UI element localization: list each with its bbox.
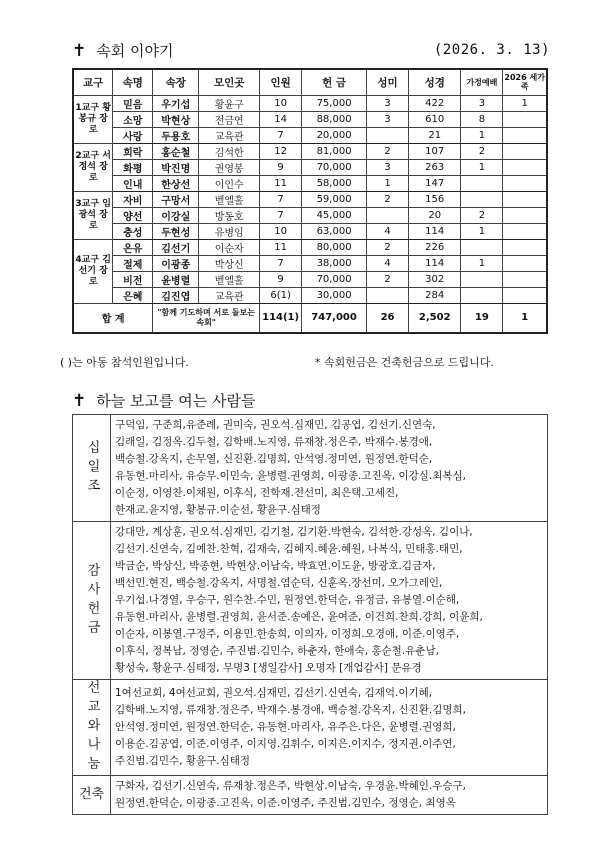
col-group-header: 속명 — [113, 69, 153, 95]
donor-row — [73, 776, 548, 815]
donor-line: 구화자, 김선기.신연숙, 류재창.정은주, 박현상.이남숙, 우경윤.박혜인.우승구, — [115, 780, 467, 792]
col-bible-cell: 114 — [409, 255, 461, 271]
donor-line: 김래일, 김정옥.김두철, 김학배.노지영, 류재창.정은주, 박재수.봉경애, — [115, 436, 433, 448]
donor-line: 한재교.윤지영, 황봉규.이순선, 황윤구.심태정 — [115, 504, 321, 516]
table-row — [73, 175, 547, 191]
offering-note: * 속회헌금은 건축헌금으로 드립니다. — [315, 356, 494, 369]
child-count-note: ( )는 아동 참석인원입니다. — [60, 356, 189, 369]
table-row — [73, 159, 547, 175]
col-place-cell: 권영봉 — [199, 159, 260, 175]
col-new-family-cell — [503, 239, 547, 255]
col-new-family-cell — [503, 271, 547, 287]
donor-line: 황성숙, 황윤구.심태정, 무명3 [생일감사] 오명자 [개업감사] 문유경 — [115, 662, 422, 674]
total-row — [73, 303, 547, 333]
col-rice-cell: 3 — [367, 159, 409, 175]
col-leader-cell: 윤병렬 — [153, 271, 199, 287]
col-place-cell: 교육관 — [199, 287, 260, 303]
donor-row — [73, 415, 548, 522]
donor-line: 원정연.한덕순, 이광종.고진옥, 이준.이영주, 주진범.김민수, 정영순, 최영옥 — [115, 797, 456, 809]
col-offering-cell: 75,000 — [302, 95, 367, 111]
total-worship: 19 — [461, 303, 503, 333]
col-offering-cell: 58,000 — [302, 175, 367, 191]
col-place-cell: 전금연 — [199, 111, 260, 127]
col-worship-cell — [461, 287, 503, 303]
col-worship-header: 가정예배 — [461, 69, 503, 95]
col-group-cell: 자비 — [113, 191, 153, 207]
col-place-cell: 벧엘홀 — [199, 191, 260, 207]
meeting-report-table — [72, 68, 548, 334]
col-offering-cell: 30,000 — [302, 287, 367, 303]
col-people-cell: 11 — [260, 239, 302, 255]
col-leader-cell: 구망서 — [153, 191, 199, 207]
donor-names — [111, 522, 548, 680]
donor-line: 백선민.현진, 백승철.강옥지, 서명철.염순덕, 신훈옥.장선미, 오가그레인, — [115, 577, 443, 589]
col-group-cell: 화평 — [113, 159, 153, 175]
table-row — [73, 143, 547, 159]
section-title-text: 속회 이야기 — [96, 42, 174, 60]
col-people-cell: 10 — [260, 95, 302, 111]
col-leader-cell: 홍순철 — [153, 143, 199, 159]
col-bible-cell: 20 — [409, 207, 461, 223]
col-offering-cell: 70,000 — [302, 271, 367, 287]
col-place-cell: 벧엘홀 — [199, 271, 260, 287]
table-row — [73, 191, 547, 207]
col-rice-cell: 4 — [367, 223, 409, 239]
col-people-cell: 6(1) — [260, 287, 302, 303]
table-row — [73, 239, 547, 255]
cross-icon: ✝ — [72, 390, 87, 411]
donor-line: 강대만, 계상훈, 권오석.심재민, 김기철, 김기환.박현숙, 김석한.강성옥, 김이나, — [115, 526, 473, 538]
col-offering-cell: 81,000 — [302, 143, 367, 159]
col-leader-cell: 이광종 — [153, 255, 199, 271]
col-place-cell: 방동호 — [199, 207, 260, 223]
col-new-family-cell — [503, 175, 547, 191]
col-group-cell: 믿음 — [113, 95, 153, 111]
donor-line: 유동현.마리사, 윤병렬.권영희, 윤서준.송예은, 윤여준, 이건희.찬희.강희, 이윤희, — [115, 611, 483, 623]
col-place-cell: 이인수 — [199, 175, 260, 191]
table-row — [73, 95, 547, 111]
col-people-cell: 9 — [260, 159, 302, 175]
col-place-cell: 박상신 — [199, 255, 260, 271]
col-offering-cell: 80,000 — [302, 239, 367, 255]
donor-line: 이용순.김공엽, 이준.이영주, 이지영.김휘수, 이지은.이지수, 정지권.이주연, — [115, 738, 456, 750]
total-offering: 747,000 — [302, 303, 367, 333]
col-rice-cell: 2 — [367, 271, 409, 287]
donor-line: 구덕임, 구준희,유준례, 권미숙, 권오석.심재민, 김공엽, 김선기.신연숙, — [115, 419, 436, 431]
donor-row — [73, 680, 548, 776]
col-place-cell: 이순자 — [199, 239, 260, 255]
col-group-cell: 소망 — [113, 111, 153, 127]
donor-category: 건축 — [73, 776, 111, 815]
col-worship-cell — [461, 191, 503, 207]
col-offering-cell: 45,000 — [302, 207, 367, 223]
col-rice-cell: 3 — [367, 95, 409, 111]
col-offering-header: 헌 금 — [302, 69, 367, 95]
col-new-family-cell — [503, 287, 547, 303]
col-worship-cell: 1 — [461, 223, 503, 239]
donor-line: 주진범.김민수, 황윤구.심태정 — [115, 755, 251, 767]
col-leader-cell: 김진엽 — [153, 287, 199, 303]
section-title-meetings — [72, 40, 173, 61]
col-leader-cell: 한상선 — [153, 175, 199, 191]
donor-line: 안석영.정미연, 원정연.한덕순, 유동현.마리사, 유주은.다은, 윤병렬.권영희, — [115, 721, 456, 733]
donor-line: 김선기.신연숙, 김예찬.찬혁, 김재숙, 김혜지.혜윤.혜원, 나복식, 민태홍.태민, — [115, 543, 463, 555]
col-worship-cell: 1 — [461, 159, 503, 175]
district-cell: 2교구 서정석 장로 — [73, 143, 113, 191]
col-new-family-cell: 1 — [503, 95, 547, 111]
table-row — [73, 111, 547, 127]
col-district-header: 교구 — [73, 69, 113, 95]
col-rice-cell: 2 — [367, 239, 409, 255]
col-leader-cell: 두용호 — [153, 127, 199, 143]
col-rice-cell: 1 — [367, 175, 409, 191]
col-leader-cell: 우기섭 — [153, 95, 199, 111]
donor-line: 유동현.마리사, 유승무.이민숙, 윤병렬.권영희, 이광종.고진옥, 이강실.최복심, — [115, 470, 467, 482]
col-new-family-cell — [503, 207, 547, 223]
col-bible-cell: 226 — [409, 239, 461, 255]
col-bible-cell: 302 — [409, 271, 461, 287]
col-new-family-cell — [503, 111, 547, 127]
table-row — [73, 255, 547, 271]
total-people: 114(1) — [260, 303, 302, 333]
col-bible-cell: 21 — [409, 127, 461, 143]
col-worship-cell: 1 — [461, 127, 503, 143]
col-group-cell: 사랑 — [113, 127, 153, 143]
col-worship-cell: 3 — [461, 95, 503, 111]
col-offering-cell: 59,000 — [302, 191, 367, 207]
col-place-cell: 김석한 — [199, 143, 260, 159]
col-people-cell: 12 — [260, 143, 302, 159]
col-leader-cell: 두현성 — [153, 223, 199, 239]
donor-line: 백승철.강옥지, 손무열, 신진환.김명희, 안석영.정미연, 원정연.한덕순, — [115, 453, 433, 465]
col-rice-cell: 4 — [367, 255, 409, 271]
total-rice: 26 — [367, 303, 409, 333]
col-group-cell: 충성 — [113, 223, 153, 239]
section-title-text: 하늘 보고를 여는 사람들 — [96, 392, 256, 410]
donor-row — [73, 522, 548, 680]
col-leader-header: 속장 — [153, 69, 199, 95]
donor-names — [111, 776, 548, 815]
col-worship-cell: 2 — [461, 143, 503, 159]
col-people-cell: 7 — [260, 255, 302, 271]
col-place-header: 모인곳 — [199, 69, 260, 95]
bulletin-date: (2026. 3. 13) — [433, 42, 550, 58]
col-group-cell: 희락 — [113, 143, 153, 159]
col-rice-cell: 2 — [367, 191, 409, 207]
table-header-row — [73, 69, 547, 95]
col-place-cell: 황윤구 — [199, 95, 260, 111]
total-label: 합 계 — [73, 303, 153, 333]
cross-icon: ✝ — [72, 40, 87, 61]
col-worship-cell — [461, 239, 503, 255]
donor-line: 우기섭.나경열, 우승구, 원수찬.수민, 원정연.한덕순, 유정금, 유봉열.이순해, — [115, 594, 460, 606]
donor-line: 이순자, 이봉열.구정주, 이용민.한송희, 이의자, 이정희.오경애, 이준.이영주, — [115, 628, 460, 640]
donor-names — [111, 415, 548, 522]
col-bible-cell: 284 — [409, 287, 461, 303]
district-cell: 3교구 임광석 장로 — [73, 191, 113, 239]
col-offering-cell: 88,000 — [302, 111, 367, 127]
col-people-cell: 10 — [260, 223, 302, 239]
col-leader-cell: 김선기 — [153, 239, 199, 255]
col-bible-cell: 156 — [409, 191, 461, 207]
donor-category: 선교와나눔 — [73, 680, 111, 776]
col-group-cell: 양선 — [113, 207, 153, 223]
donor-line: 김학배.노지영, 류재창.정은주, 박재수.봉경애, 백승철.강옥지, 신진환.김명희, — [115, 704, 467, 716]
col-bible-cell: 114 — [409, 223, 461, 239]
donor-names — [111, 680, 548, 776]
col-offering-cell: 38,000 — [302, 255, 367, 271]
col-new-family-cell — [503, 143, 547, 159]
donor-table — [72, 414, 548, 815]
col-worship-cell — [461, 271, 503, 287]
district-cell: 4교구 김선기 장로 — [73, 239, 113, 303]
table-row — [73, 271, 547, 287]
col-worship-cell: 1 — [461, 255, 503, 271]
col-offering-cell: 70,000 — [302, 159, 367, 175]
col-leader-cell: 박진명 — [153, 159, 199, 175]
col-people-cell: 7 — [260, 127, 302, 143]
table-row — [73, 223, 547, 239]
col-worship-cell — [461, 175, 503, 191]
donor-line: 박금순, 박상신, 박종현, 박현상.이남숙, 박효연.이도윤, 방광호.김금자, — [115, 560, 436, 572]
col-rice-cell: 2 — [367, 143, 409, 159]
col-new-family-cell — [503, 223, 547, 239]
col-people-cell: 7 — [260, 191, 302, 207]
col-people-cell: 7 — [260, 207, 302, 223]
col-bible-cell: 263 — [409, 159, 461, 175]
table-row — [73, 287, 547, 303]
col-people-header: 인원 — [260, 69, 302, 95]
col-bible-cell: 610 — [409, 111, 461, 127]
col-group-cell: 온유 — [113, 239, 153, 255]
section-title-donors — [72, 390, 255, 411]
col-new-family-cell — [503, 255, 547, 271]
total-new-family: 1 — [503, 303, 547, 333]
col-new-family-header: 2026 세가족 — [503, 69, 547, 95]
table-row — [73, 207, 547, 223]
col-worship-cell: 8 — [461, 111, 503, 127]
col-people-cell: 9 — [260, 271, 302, 287]
total-bible: 2,502 — [409, 303, 461, 333]
col-bible-cell: 422 — [409, 95, 461, 111]
col-rice-cell — [367, 207, 409, 223]
col-bible-cell: 147 — [409, 175, 461, 191]
col-rice-header: 성미 — [367, 69, 409, 95]
donor-line: 이후식, 정복남, 정영순, 주진범.김민수, 하춘자, 한애숙, 홍순철.유춘남, — [115, 645, 439, 657]
donor-category: 감사헌금 — [73, 522, 111, 680]
district-cell: 1교구 황봉규 장로 — [73, 95, 113, 143]
col-people-cell: 14 — [260, 111, 302, 127]
col-rice-cell: 3 — [367, 111, 409, 127]
col-group-cell: 은혜 — [113, 287, 153, 303]
col-place-cell: 교육관 — [199, 127, 260, 143]
donor-line: 이순정, 이영찬.이채원, 이후식, 전학재.전선미, 최은택.고세진, — [115, 487, 399, 499]
col-offering-cell: 20,000 — [302, 127, 367, 143]
col-rice-cell — [367, 287, 409, 303]
donor-category: 십일조 — [73, 415, 111, 522]
col-people-cell: 11 — [260, 175, 302, 191]
total-motto: "함께 기도하며 서로 돌보는 속회" — [153, 303, 260, 333]
col-rice-cell — [367, 127, 409, 143]
col-offering-cell: 63,000 — [302, 223, 367, 239]
col-group-cell: 비전 — [113, 271, 153, 287]
col-new-family-cell — [503, 191, 547, 207]
col-leader-cell: 박현상 — [153, 111, 199, 127]
col-group-cell: 절제 — [113, 255, 153, 271]
col-group-cell: 인내 — [113, 175, 153, 191]
donor-line: 1여선교회, 4여선교회, 권오석.심재민, 김선기.신연숙, 김재억.이기혜, — [115, 687, 433, 699]
col-leader-cell: 이강실 — [153, 207, 199, 223]
col-bible-header: 성경 — [409, 69, 461, 95]
col-worship-cell: 2 — [461, 207, 503, 223]
col-place-cell: 유병임 — [199, 223, 260, 239]
col-new-family-cell — [503, 127, 547, 143]
col-new-family-cell — [503, 159, 547, 175]
table-row — [73, 127, 547, 143]
col-bible-cell: 107 — [409, 143, 461, 159]
